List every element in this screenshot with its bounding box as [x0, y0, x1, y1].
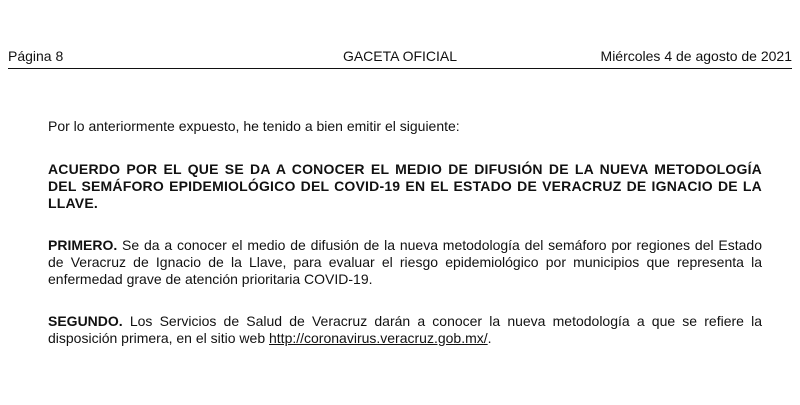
intro-paragraph: Por lo anteriormente expuesto, he tenido a bien emitir el siguiente:: [48, 118, 460, 134]
article-segundo: [48, 313, 762, 347]
website-link[interactable]: http://coronavirus.veracruz.gob.mx/: [269, 330, 488, 346]
publication-date: Miércoles 4 de agosto de 2021: [600, 48, 792, 64]
article-primero-label: PRIMERO.: [48, 237, 118, 253]
page-header: [8, 48, 792, 66]
publication-name: GACETA OFICIAL: [342, 48, 458, 64]
page-number: Página 8: [8, 48, 64, 64]
article-primero: [48, 237, 762, 288]
article-segundo-text: Los Servicios de Salud de Veracruz darán a conocer la nueva metodología a que se refiere la disposición primera, en el sitio web: [48, 313, 762, 346]
agreement-title: ACUERDO POR EL QUE SE DA A CONOCER EL MEDIO DE DIFUSIÓN DE LA NUEVA METODOLOGÍA DEL SEMÁFORO EPIDEMIOLÓGICO DEL COVID-19 EN EL ESTADO DE VERACRUZ DE IGNACIO DE LA LLAVE.: [48, 161, 762, 211]
article-primero-text: Se da a conocer el medio de difusión de la nueva metodología del semáforo por regiones del Estado de Veracruz de Ignacio de la Llave, para evaluar el riesgo epidemiológico por municipios que representa la enfermedad grave de atención prioritaria COVID-19.: [48, 237, 762, 287]
article-segundo-tail: .: [487, 330, 492, 346]
document-body: [48, 118, 762, 347]
header-rule: [8, 68, 792, 69]
article-segundo-label: SEGUNDO.: [48, 313, 123, 329]
